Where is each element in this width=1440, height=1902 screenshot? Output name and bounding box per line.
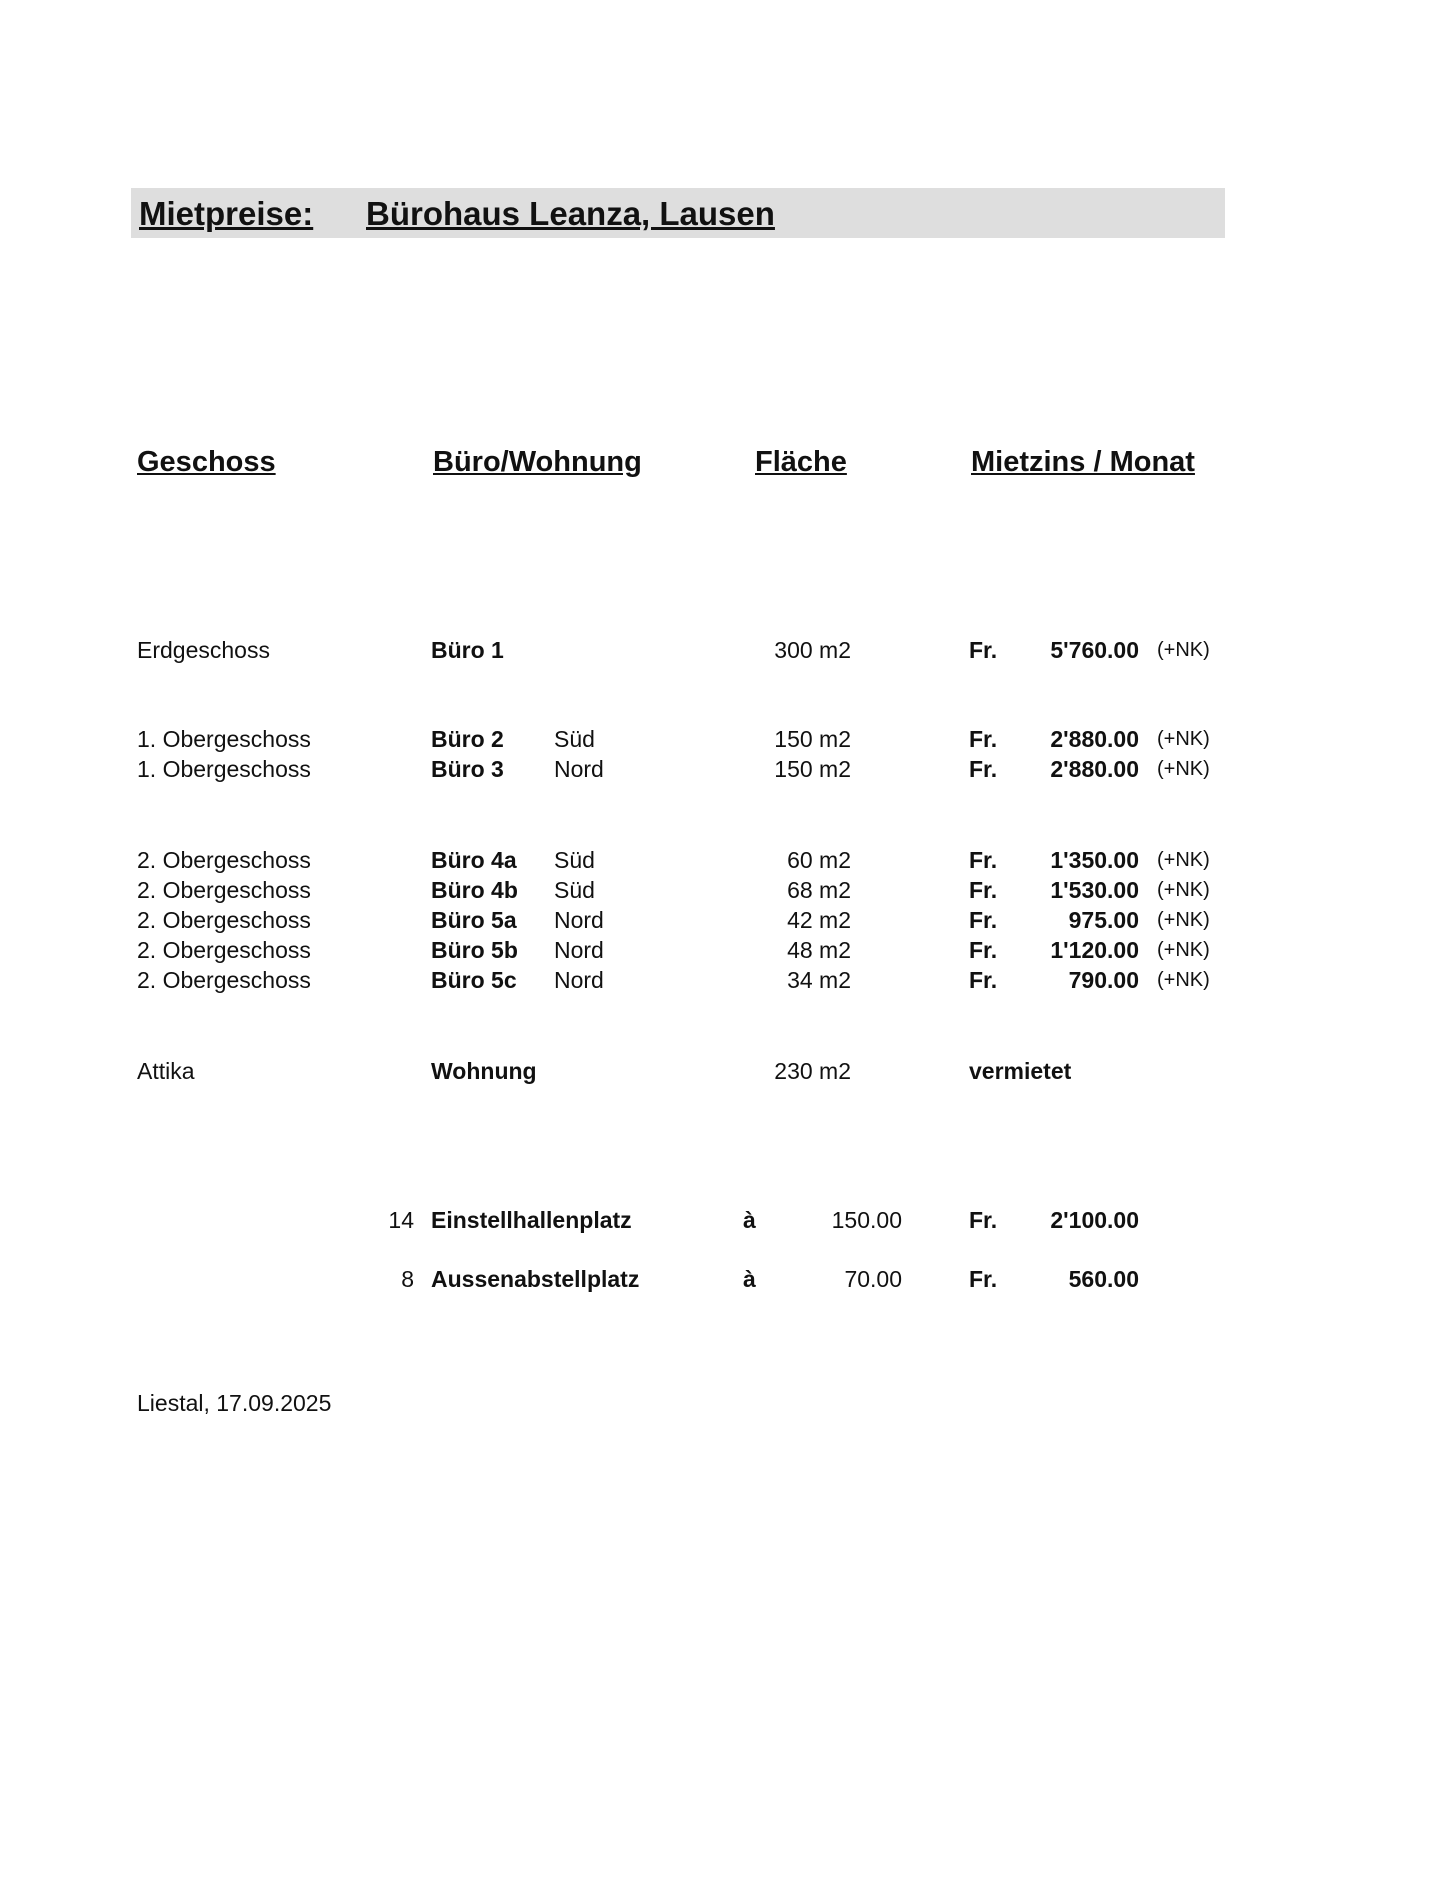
parking-total: 560.00 [1068,1266,1139,1292]
area-cell: 68 m2 [787,877,851,903]
side-cell: Nord [554,967,604,993]
currency-cell: Fr. [969,756,998,782]
note-cell: (+NK) [1157,639,1210,661]
parking-currency: Fr. [969,1207,998,1233]
rent-cell: 2'880.00 [1050,726,1139,752]
currency-cell: Fr. [969,726,998,752]
note-cell: (+NK) [1157,969,1210,991]
rent-cell: 975.00 [1068,907,1139,933]
header-area: Fläche [755,446,847,478]
unit-cell: Büro 5b [431,937,518,963]
parking-per-sign: à [743,1266,756,1292]
title-property: Bürohaus Leanza, Lausen [366,195,775,232]
floor-cell: 2. Obergeschoss [137,847,311,873]
side-cell: Süd [554,877,595,903]
floor-cell: 1. Obergeschoss [137,756,311,782]
rent-cell: 2'880.00 [1050,756,1139,782]
rent-cell: 1'120.00 [1050,937,1139,963]
currency-cell: Fr. [969,877,998,903]
parking-count: 14 [388,1207,414,1233]
floor-cell: Erdgeschoss [137,637,270,663]
unit-cell: Büro 4b [431,877,518,903]
floor-cell: 1. Obergeschoss [137,726,311,752]
note-cell: (+NK) [1157,879,1210,901]
area-cell: 150 m2 [774,756,851,782]
unit-cell: Büro 1 [431,637,504,663]
area-cell: 48 m2 [787,937,851,963]
floor-cell: 2. Obergeschoss [137,907,311,933]
area-cell: 42 m2 [787,907,851,933]
header-unit: Büro/Wohnung [433,446,642,478]
side-cell: Süd [554,726,595,752]
unit-cell: Büro 2 [431,726,504,752]
parking-currency: Fr. [969,1266,998,1292]
parking-label: Einstellhallenplatz [431,1207,632,1233]
side-cell: Nord [554,907,604,933]
area-cell: 300 m2 [774,637,851,663]
rent-cell: 1'530.00 [1050,877,1139,903]
title-label: Mietpreise: [139,195,314,232]
side-cell: Nord [554,937,604,963]
note-cell: (+NK) [1157,849,1210,871]
note-cell: (+NK) [1157,909,1210,931]
note-cell: (+NK) [1157,728,1210,750]
floor-cell: 2. Obergeschoss [137,967,311,993]
unit-cell: Büro 5c [431,967,517,993]
currency-cell: Fr. [969,967,998,993]
parking-price: 150.00 [831,1207,902,1233]
note-cell: (+NK) [1157,939,1210,961]
side-cell: Süd [554,847,595,873]
unit-cell: Büro 3 [431,756,504,782]
currency-cell: Fr. [969,937,998,963]
currency-cell: Fr. [969,907,998,933]
currency-cell: Fr. [969,847,998,873]
header-geschoss: Geschoss [137,446,276,478]
parking-total: 2'100.00 [1050,1207,1139,1233]
floor-cell: 2. Obergeschoss [137,937,311,963]
floor-cell: 2. Obergeschoss [137,877,311,903]
parking-per-sign: à [743,1207,756,1233]
header-rent: Mietzins / Monat [971,446,1195,478]
footer-place-date: Liestal, 17.09.2025 [137,1390,332,1416]
side-cell: Nord [554,756,604,782]
rent-cell: 1'350.00 [1050,847,1139,873]
area-cell: 34 m2 [787,967,851,993]
note-cell: (+NK) [1157,758,1210,780]
attika-floor: Attika [137,1058,195,1084]
area-cell: 60 m2 [787,847,851,873]
unit-cell: Büro 4a [431,847,517,873]
currency-cell: Fr. [969,637,998,663]
rent-cell: 5'760.00 [1050,637,1139,663]
parking-label: Aussenabstellplatz [431,1266,640,1292]
attika-area: 230 m2 [774,1058,851,1084]
attika-unit: Wohnung [431,1058,537,1084]
unit-cell: Büro 5a [431,907,517,933]
parking-count: 8 [401,1266,414,1292]
area-cell: 150 m2 [774,726,851,752]
attika-status: vermietet [969,1058,1072,1084]
rent-cell: 790.00 [1068,967,1139,993]
parking-price: 70.00 [844,1266,902,1292]
